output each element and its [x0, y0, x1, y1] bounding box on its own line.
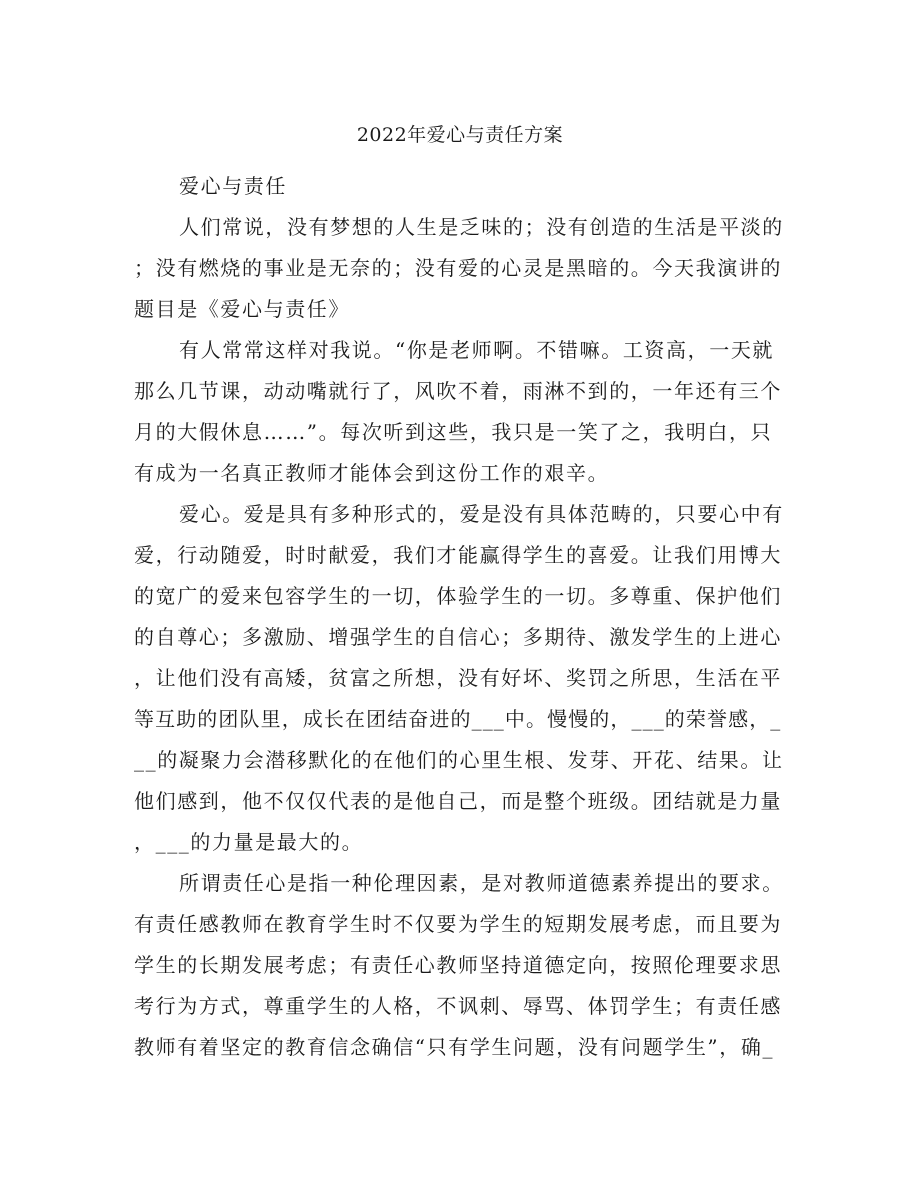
document-title: 2022年爱心与责任方案 — [356, 124, 564, 146]
paragraph-line: __的凝聚力会潜移默化的在他们的心里生根、发芽、开花、结果。让 — [134, 748, 784, 772]
paragraph-line: ；没有燃烧的事业是无奈的；没有爱的心灵是黑暗的。今天我演讲的 — [134, 256, 782, 280]
paragraph-line: 所谓责任心是指一种伦理因素，是对教师道德素养提出的要求。 — [179, 871, 784, 895]
paragraph-line: 题目是《爱心与责任》 — [134, 297, 350, 321]
paragraph-line: 的自尊心；多激励、增强学生的自信心；多期待、激发学生的上进心 — [134, 625, 782, 649]
paragraph-line: ，___的力量是最大的。 — [134, 830, 364, 854]
paragraph-line: 的宽广的爱来包容学生的一切，体验学生的一切。多尊重、保护他们 — [134, 584, 782, 608]
paragraph-line: 有人常常这样对我说。“你是老师啊。不错嘛。工资高，一天就 — [179, 338, 775, 362]
paragraph-line: ，让他们没有高矮，贫富之所想，没有好坏、奖罚之所思，生活在平 — [134, 666, 782, 690]
paragraph-line: 有成为一名真正教师才能体会到这份工作的艰辛。 — [134, 461, 610, 485]
paragraph-line: 学生的长期发展考虑；有责任心教师坚持道德定向，按照伦理要求思 — [134, 953, 782, 977]
paragraph-line: 考行为方式，尊重学生的人格，不讽刺、辱骂、体罚学生；有责任感 — [134, 994, 782, 1018]
paragraph-line: 教师有着坚定的教育信念确信“只有学生问题，没有问题学生”，确_ — [134, 1035, 775, 1059]
paragraph-line: 爱心。爱是具有多种形式的，爱是没有具体范畴的，只要心中有 — [179, 502, 784, 526]
paragraph-line: 有责任感教师在教育学生时不仅要为学生的短期发展考虑，而且要为 — [134, 912, 782, 936]
section-heading: 爱心与责任 — [179, 174, 287, 198]
paragraph-line: 那么几节课，动动嘴就行了，风吹不着，雨淋不到的，一年还有三个 — [134, 379, 782, 403]
paragraph-line: 人们常说，没有梦想的人生是乏味的；没有创造的生活是平淡的 — [179, 215, 784, 239]
paragraph-line: 月的大假休息……”。每次听到这些，我只是一笑了之，我明白，只 — [134, 420, 773, 444]
paragraph-line: 爱，行动随爱，时时献爱，我们才能赢得学生的喜爱。让我们用博大 — [134, 543, 782, 567]
paragraph-line: 等互助的团队里，成长在团结奋进的___中。慢慢的，___的荣誉感，_ — [134, 707, 782, 731]
paragraph-line: 他们感到，他不仅仅代表的是他自己，而是整个班级。团结就是力量 — [134, 789, 782, 813]
document-body — [134, 166, 784, 1068]
